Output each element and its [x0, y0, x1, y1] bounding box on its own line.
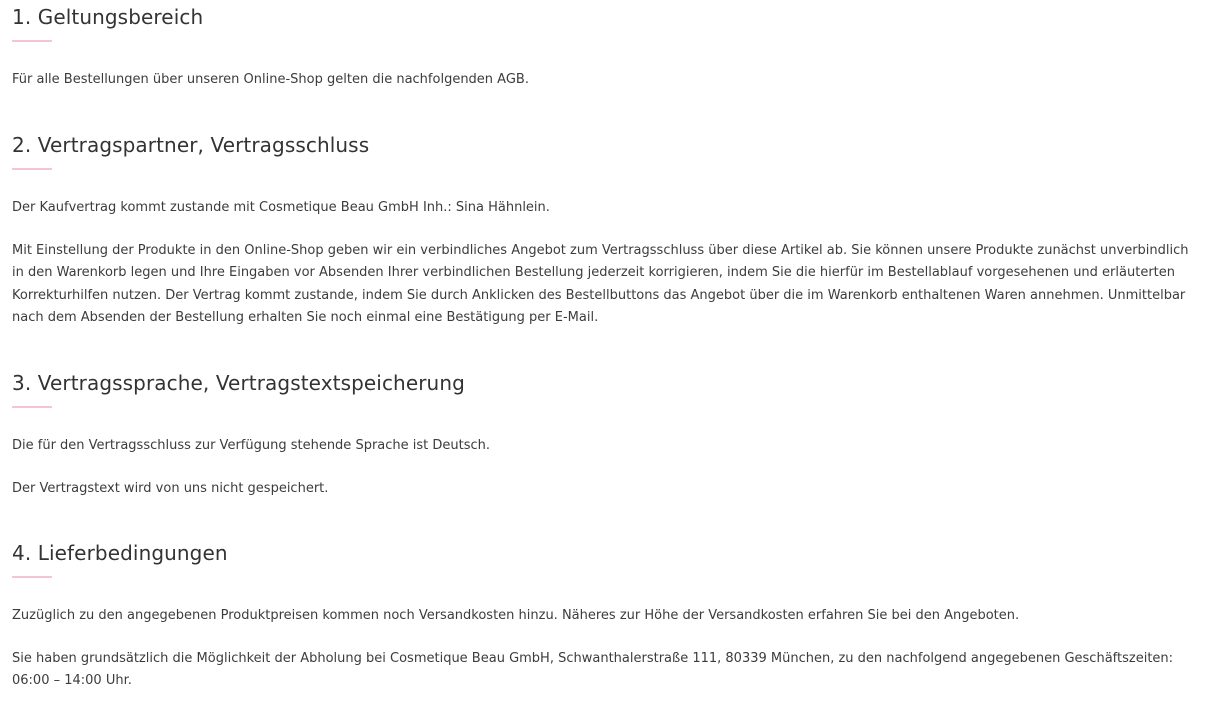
section-paragraph: Sie haben grundsätzlich die Möglichkeit der Abholung bei Cosmetique Beau GmbH, Schwanthalerstraße 111, 80339 München, zu den nachfolgend angegebenen Geschäftszeiten: 06:00 – 14:00 Uhr.: [12, 650, 1174, 688]
section-paragraph: Für alle Bestellungen über unseren Online-Shop gelten die nachfolgenden AGB.: [12, 72, 529, 87]
section-heading: 4. Lieferbedingungen: [12, 541, 228, 565]
heading-divider: [12, 40, 52, 42]
section-paragraph: Der Vertragstext wird von uns nicht gespeichert.: [12, 480, 329, 496]
section-heading: 1. Geltungsbereich: [12, 5, 204, 29]
heading-divider: [12, 576, 52, 578]
section-paragraph: Zuzüglich zu den angegebenen Produktpreisen kommen noch Versandkosten hinzu. Näheres zur Höhe der Versandkosten erfahren Sie bei den Angeboten.: [12, 608, 1020, 623]
section-vertragssprache: [12, 370, 1202, 500]
section-geltungsbereich: [12, 4, 1202, 92]
section-paragraph: Mit Einstellung der Produkte in den Online-Shop geben wir ein verbindliches Angebot zum Vertragsschluss über diese Artikel ab. Sie können unsere Produkte zunächst unverbindlich in den Warenkorb legen und Ihre Eingaben vor Absenden Ihrer verbindlichen Bestellung jederzeit korrigieren, indem Sie die hierfür im Bestellablauf vorgesehenen und erläuterten Korrekturhilfen nutzen. Der Vertrag kommt zustande, indem Sie durch Anklicken des Bestellbuttons das Angebot über die im Warenkorb enthaltenen Waren annehmen. Unmittelbar nach dem Absenden der Bestellung erhalten Sie noch einmal eine Bestätigung per E-Mail.: [12, 242, 1189, 325]
section-lieferbedingungen: [12, 540, 1202, 693]
section-heading: 2. Vertragspartner, Vertragsschluss: [12, 133, 370, 157]
heading-divider: [12, 406, 52, 408]
section-vertragspartner: [12, 132, 1202, 330]
heading-divider: [12, 168, 52, 170]
section-paragraph: Die für den Vertragsschluss zur Verfügung stehende Sprache ist Deutsch.: [12, 438, 491, 453]
section-heading: 3. Vertragssprache, Vertragstextspeicherung: [12, 371, 465, 395]
section-paragraph: Der Kaufvertrag kommt zustande mit Cosmetique Beau GmbH Inh.: Sina Hähnlein.: [12, 200, 550, 215]
